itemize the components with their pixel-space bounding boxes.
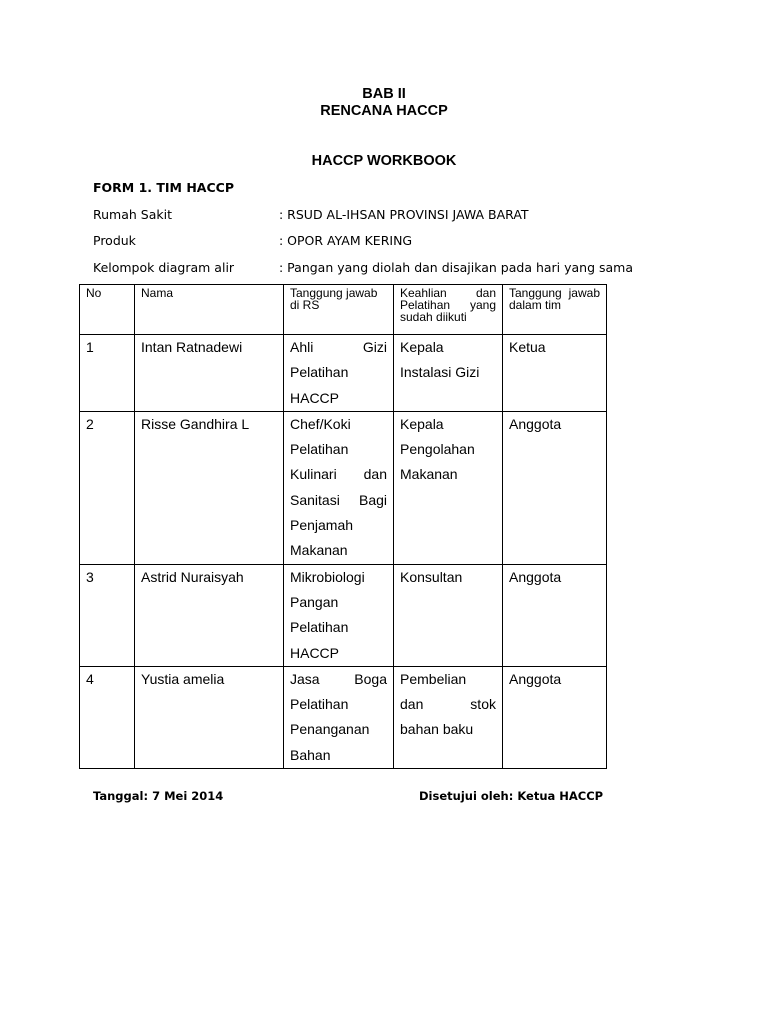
cell-tanggung-jawab-tim: Anggota	[503, 666, 607, 768]
cell-line: Pelatihan	[290, 441, 349, 458]
cell-keahlian	[394, 564, 503, 666]
table-row	[80, 666, 607, 768]
cell-line: Pelatihan	[290, 364, 349, 381]
cell-line: Penjamah	[290, 517, 354, 534]
cell-tanggung-jawab-tim: Ketua	[503, 335, 607, 412]
cell-line: Pengolahan	[400, 441, 475, 458]
info-value: : RSUD AL-IHSAN PROVINSI JAWA BARAT	[279, 207, 529, 222]
cell-line: Kepala	[400, 415, 444, 432]
cell-line: Makanan	[400, 466, 458, 483]
info-label: Rumah Sakit	[93, 207, 172, 222]
cell-line: Sanitasi Bagi	[290, 491, 387, 508]
cell-line: Penanganan	[290, 721, 370, 738]
cell-line: Pangan	[290, 593, 339, 610]
cell-nama: Astrid Nuraisyah	[135, 564, 284, 666]
cell-tanggung-jawab-rs	[284, 666, 394, 768]
info-value: : OPOR AYAM KERING	[279, 233, 413, 248]
info-label: Produk	[93, 233, 136, 248]
cell-line: Pelatihan	[290, 619, 349, 636]
cell-nama: Yustia amelia	[135, 666, 284, 768]
cell-line: HACCP	[290, 389, 340, 406]
info-label: Kelompok diagram alir	[93, 260, 235, 275]
cell-keahlian	[394, 411, 503, 564]
info-row-rumah-sakit	[93, 207, 529, 222]
cell-line: Instalasi Gizi	[400, 364, 480, 381]
header-tanggung-jawab-rs: Tanggung jawab di RS	[284, 285, 394, 335]
cell-line: Jasa Boga	[290, 670, 387, 687]
cell-no: 1	[80, 335, 135, 412]
cell-nama: Risse Gandhira L	[135, 411, 284, 564]
cell-line: Chef/Koki	[290, 415, 351, 432]
header-nama: Nama	[135, 285, 284, 335]
cell-nama: Intan Ratnadewi	[135, 335, 284, 412]
cell-keahlian	[394, 666, 503, 768]
haccp-team-table	[79, 284, 607, 769]
workbook-title: HACCP WORKBOOK	[311, 153, 457, 169]
table-header-row	[80, 285, 607, 335]
cell-line: Pelatihan	[290, 696, 349, 713]
cell-line: Mikrobiologi	[290, 568, 365, 585]
table-row	[80, 564, 607, 666]
footer-approved: Disetujui oleh: Ketua HACCP	[419, 789, 604, 803]
cell-line: Ahli Gizi	[290, 339, 387, 355]
header-keahlian: Keahlian dan Pelatihan yang sudah diikuti	[394, 285, 503, 335]
cell-tanggung-jawab-rs	[284, 564, 394, 666]
header-no: No	[80, 285, 135, 335]
chapter-title: RENCANA HACCP	[320, 103, 448, 119]
cell-tanggung-jawab-rs	[284, 335, 394, 412]
cell-tanggung-jawab-tim: Anggota	[503, 564, 607, 666]
table-row	[80, 335, 607, 412]
cell-line: Kepala	[400, 339, 444, 355]
footer-date: Tanggal: 7 Mei 2014	[93, 789, 224, 803]
cell-keahlian	[394, 335, 503, 412]
cell-line: Kulinari dan	[290, 466, 387, 483]
cell-line: Pembelian	[400, 670, 467, 687]
cell-no: 2	[80, 411, 135, 564]
header-tanggung-jawab-tim: Tanggung jawab dalam tim	[503, 285, 607, 335]
info-value: : Pangan yang diolah dan disajikan pada hari yang sama	[279, 260, 634, 275]
cell-line: HACCP	[290, 644, 340, 661]
info-row-produk	[93, 233, 413, 248]
cell-tanggung-jawab-tim: Anggota	[503, 411, 607, 564]
cell-no: 3	[80, 564, 135, 666]
cell-line: dan stok	[400, 696, 496, 713]
cell-line: Konsultan	[400, 568, 463, 585]
cell-no: 4	[80, 666, 135, 768]
info-row-kelompok	[93, 260, 634, 275]
table-row	[80, 411, 607, 564]
cell-line: bahan baku	[400, 721, 474, 738]
cell-line: Bahan	[290, 746, 331, 763]
cell-line: Makanan	[290, 542, 348, 559]
form-title: FORM 1. TIM HACCP	[93, 180, 234, 195]
cell-tanggung-jawab-rs	[284, 411, 394, 564]
chapter-heading: BAB II	[362, 86, 406, 102]
